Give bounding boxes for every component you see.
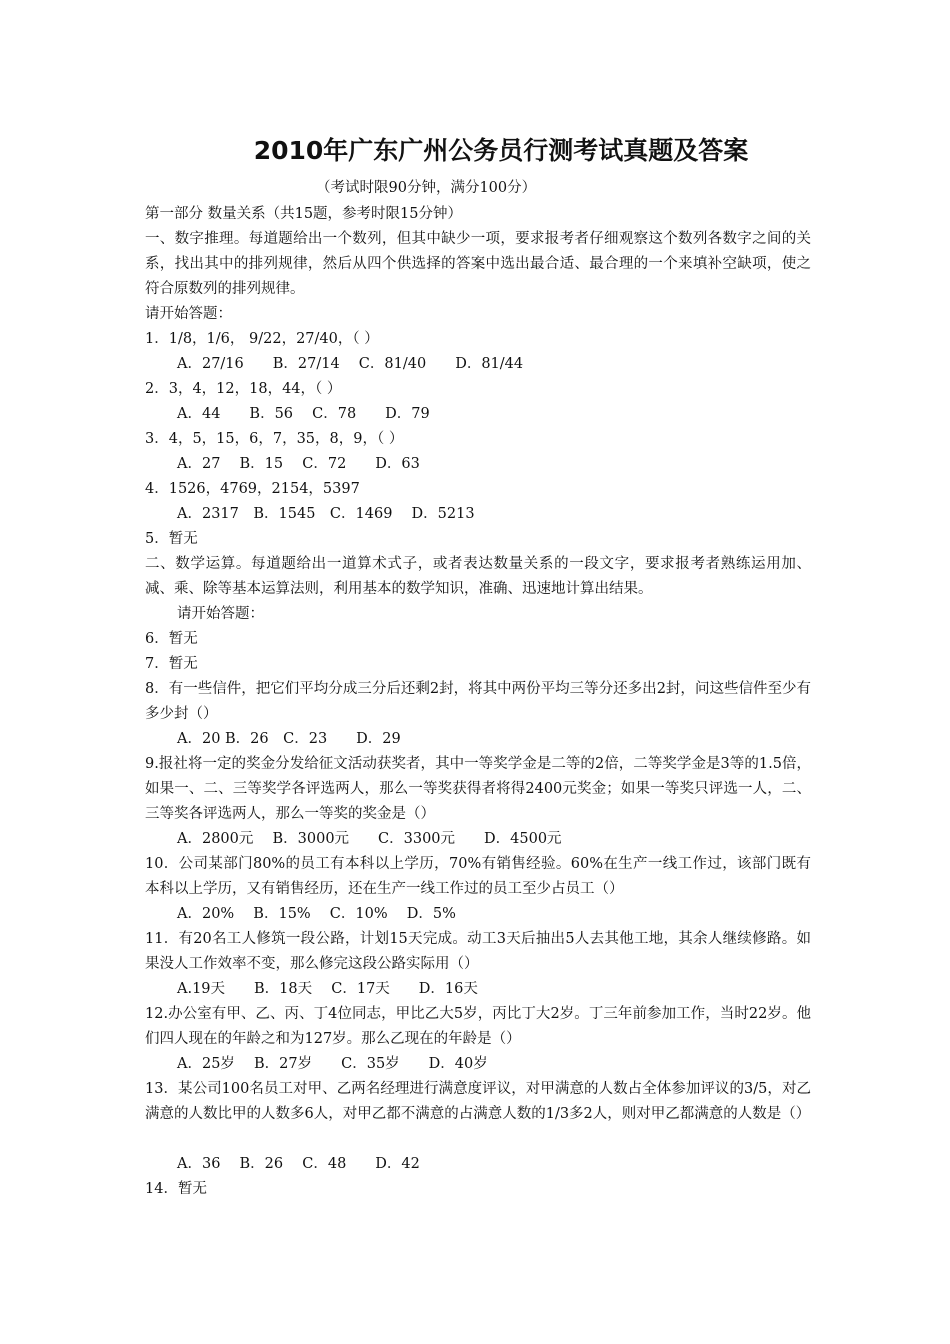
question-12: 12.办公室有甲、乙、丙、丁4位同志，甲比乙大5岁，丙比丁大2岁。丁三年前参加工作，当时22岁。他们四人现在的年龄之和为127岁。那么乙现在的年龄是（） (145, 1006, 811, 1047)
question-2: 2．3，4，12，18，44，（ ） (145, 381, 342, 397)
question-6: 6．暂无 (145, 631, 198, 647)
question-13: 13．某公司100名员工对甲、乙两名经理进行满意度评议，对甲满意的人数占全体参加评议的3/5，对乙满意的人数比甲的人数多6人，对甲乙都不满意的占满意人数的1/3多2人，则对甲乙都满意的人数是（） (145, 1081, 811, 1122)
document-body (145, 202, 811, 1202)
question-8: 8．有一些信件，把它们平均分成三分后还剩2封，将其中两份平均三等分还多出2封，问这些信件至少有多少封（） (145, 681, 811, 722)
question-10-options: A．20% B．15% C．10% D．5% (177, 906, 456, 922)
question-9-options: A．2800元 B．3000元 C．3300元 D．4500元 (177, 831, 562, 847)
question-4-options: A．2317 B．1545 C．1469 D．5213 (177, 506, 475, 522)
question-8-options: A．20 B．26 C．23 D．29 (177, 731, 401, 747)
question-4: 4．1526，4769，2154，5397 (145, 481, 360, 497)
question-14: 14．暂无 (145, 1181, 207, 1197)
question-11-options: A.19天 B．18天 C．17天 D．16天 (177, 981, 478, 997)
question-10: 10．公司某部门80%的员工有本科以上学历，70%有销售经验。60%在生产一线工作过，该部门既有本科以上学历，又有销售经历，还在生产一线工作过的员工至少占员工（） (145, 856, 811, 897)
question-7: 7．暂无 (145, 656, 198, 672)
question-5: 5．暂无 (145, 531, 198, 547)
question-2-options: A．44 B．56 C．78 D．79 (177, 406, 430, 422)
start-prompt: 请开始答题： (145, 306, 232, 322)
question-9: 9.报社将一定的奖金分发给征文活动获奖者，其中一等奖学金是二等的2倍，二等奖学金是3等的1.5倍，如果一、二、三等奖学各评选两人，那么一等奖获得者将得2400元奖金；如果一等奖只评选一人，二、三等奖各评选两人，那么一等奖的奖金是（） (145, 756, 811, 822)
question-1: 1．1/8，1/6， 9/22，27/40，（ ） (145, 331, 379, 347)
question-3: 3．4，5，15，6，7，35，8，9，（ ） (145, 431, 404, 447)
document-subtitle: （考试时限90分钟，满分100分） (316, 180, 537, 196)
question-1-options: A．27/16 B．27/14 C．81/40 D．81/44 (177, 356, 524, 372)
section-intro-arithmetic: 二、数学运算。每道题给出一道算术式子，或者表达数量关系的一段文字，要求报考者熟练运用加、减、乘、除等基本运算法则，利用基本的数学知识，准确、迅速地计算出结果。 (145, 556, 811, 597)
start-prompt: 请开始答题： (177, 606, 264, 622)
section-intro-number-series: 一、数字推理。每道题给出一个数列，但其中缺少一项，要求报考者仔细观察这个数列各数字之间的关系，找出其中的排列规律，然后从四个供选择的答案中选出最合适、最合理的一个来填补空缺项，使之符合原数列的排列规律。 (145, 231, 811, 297)
document-title: 2010年广东广州公务员行测考试真题及答案 (253, 136, 749, 165)
part-heading: 第一部分 数量关系（共15题，参考时限15分钟） (145, 206, 463, 222)
question-12-options: A．25岁 B．27岁 C．35岁 D．40岁 (177, 1056, 488, 1072)
question-11: 11．有20名工人修筑一段公路，计划15天完成。动工3天后抽出5人去其他工地，其余人继续修路。如果没人工作效率不变，那么修完这段公路实际用（） (145, 931, 811, 972)
question-13-options: A．36 B．26 C．48 D．42 (177, 1156, 420, 1172)
question-3-options: A．27 B．15 C．72 D．63 (177, 456, 420, 472)
